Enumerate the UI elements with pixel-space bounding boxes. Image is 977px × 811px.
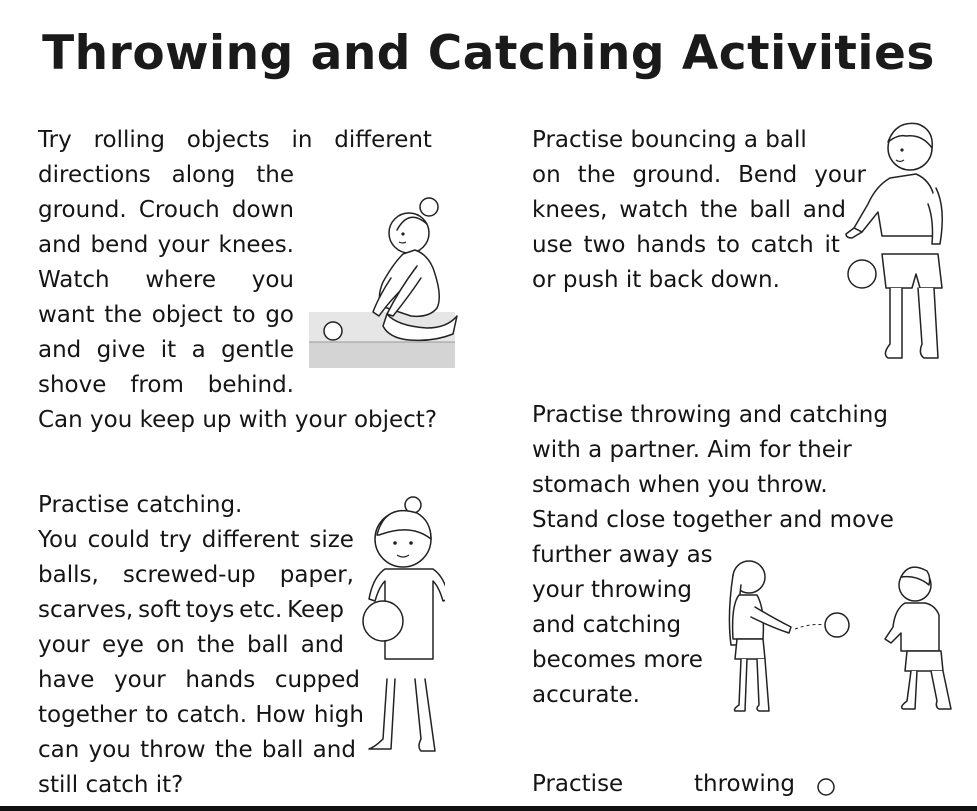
partner-line-9: accurate. — [532, 682, 640, 708]
word: size — [309, 527, 354, 553]
word: the — [256, 162, 294, 188]
word: How — [255, 702, 306, 728]
word: your — [814, 162, 866, 188]
partner-line-3: stomach when you throw. — [532, 472, 828, 498]
footer-word-throwing: throwing — [694, 771, 795, 797]
word: your — [114, 667, 166, 693]
rolling-line-1 — [38, 123, 432, 158]
word: you — [88, 737, 131, 763]
word: give — [96, 337, 146, 363]
bouncing-line-1: Practise bouncing a ball — [532, 127, 807, 153]
bouncing-line-5: or push it back down. — [532, 267, 780, 293]
partner-line-4: Stand close together and move — [532, 507, 894, 533]
word: screwed-up — [122, 562, 256, 588]
partner-line-8: becomes more — [532, 647, 703, 673]
word: to — [716, 232, 740, 258]
bouncing-line-4 — [532, 228, 840, 263]
word: different — [334, 127, 432, 153]
word: soft — [138, 597, 181, 623]
catching-line-2 — [38, 523, 354, 558]
word: You — [38, 527, 78, 553]
word: can — [38, 737, 80, 763]
word: and — [312, 737, 356, 763]
word: objects — [186, 127, 270, 153]
word: catch — [750, 232, 814, 258]
word: ball — [261, 737, 304, 763]
word: want — [38, 302, 95, 328]
word: paper, — [279, 562, 354, 588]
word: ball — [246, 632, 289, 658]
word: gentle — [221, 337, 294, 363]
rolling-line-9: Can you keep up with your object? — [38, 407, 438, 433]
partner-line-6: your throwing — [532, 577, 693, 603]
word: etc. — [239, 597, 283, 623]
rolling-line-4 — [38, 228, 294, 263]
rolling-line-2 — [38, 158, 294, 193]
word: your — [157, 232, 210, 258]
word: balls, — [38, 562, 99, 588]
word: hands — [185, 667, 256, 693]
word: use — [532, 232, 573, 258]
word: on — [532, 162, 561, 188]
word: behind. — [207, 372, 294, 398]
bouncing-line-3 — [532, 193, 846, 228]
rolling-line-8 — [38, 368, 294, 403]
word: catch. — [176, 702, 248, 728]
ball-icon — [815, 776, 837, 798]
word: to — [145, 702, 169, 728]
footer-word-practise: Practise — [532, 771, 624, 797]
word: the — [104, 302, 143, 328]
rolling-line-5 — [38, 263, 294, 298]
partner-line-2: with a partner. Aim for their — [532, 437, 852, 463]
word: high — [313, 702, 364, 728]
word: and — [38, 337, 82, 363]
word: it — [824, 232, 840, 258]
catching-line-9: still catch it? — [38, 772, 184, 798]
word: have — [38, 667, 95, 693]
rolling-line-7 — [38, 333, 294, 368]
word: scarves, — [38, 597, 134, 623]
word: Keep — [287, 597, 344, 623]
word: could — [87, 527, 150, 553]
word: hands — [636, 232, 707, 258]
word: try — [159, 527, 192, 553]
word: your — [38, 632, 90, 658]
word: you — [251, 267, 294, 293]
catching-line-5 — [38, 628, 344, 663]
word: it — [160, 337, 177, 363]
word: down — [231, 197, 294, 223]
word: the — [700, 197, 738, 223]
word: Try — [38, 127, 72, 153]
word: and — [38, 232, 82, 258]
word: a — [191, 337, 206, 363]
children-throwing-ball-illustration — [715, 555, 960, 715]
bottom-border — [0, 806, 977, 811]
catching-line-1: Practise catching. — [38, 492, 243, 518]
bouncing-line-2 — [532, 158, 866, 193]
word: from — [130, 372, 184, 398]
word: rolling — [93, 127, 165, 153]
word: knees. — [218, 232, 294, 258]
word: in — [291, 127, 313, 153]
word: the — [197, 632, 235, 658]
word: together — [38, 702, 138, 728]
word: the — [214, 737, 253, 763]
rolling-line-6 — [38, 298, 294, 333]
word: shove — [38, 372, 107, 398]
word: ball — [749, 197, 791, 223]
word: bend — [90, 232, 149, 258]
word: Watch — [38, 267, 110, 293]
catching-line-4 — [38, 593, 344, 628]
boy-bouncing-ball-illustration — [840, 120, 955, 365]
word: knees, — [532, 197, 608, 223]
word: two — [583, 232, 626, 258]
word: ground. — [632, 162, 722, 188]
word: object — [151, 302, 223, 328]
catching-line-3 — [38, 558, 354, 593]
word: where — [145, 267, 216, 293]
catching-line-7 — [38, 698, 364, 733]
partner-line-5: further away as — [532, 542, 713, 568]
word: on — [156, 632, 185, 658]
partner-line-7: and catching — [532, 612, 682, 638]
word: and — [802, 197, 846, 223]
catching-line-6 — [38, 663, 360, 698]
girl-holding-ball-illustration — [355, 495, 445, 760]
catching-line-8 — [38, 733, 356, 768]
page-title: Throwing and Catching Activities — [42, 26, 935, 81]
word: toys — [185, 597, 235, 623]
word: the — [577, 162, 616, 188]
word: directions — [38, 162, 151, 188]
word: Crouch — [138, 197, 220, 223]
word: to — [232, 302, 256, 328]
word: different — [201, 527, 300, 553]
word: along — [171, 162, 236, 188]
rolling-line-3 — [38, 193, 294, 228]
partner-line-1: Practise throwing and catching — [532, 402, 888, 428]
word: ground. — [38, 197, 127, 223]
word: throw — [140, 737, 206, 763]
word: Bend — [738, 162, 798, 188]
word: watch — [619, 197, 689, 223]
word: go — [265, 302, 294, 328]
word: eye — [101, 632, 144, 658]
word: cupped — [274, 667, 360, 693]
word: and — [300, 632, 344, 658]
girl-crouching-rolling-ball-illustration — [305, 190, 460, 370]
